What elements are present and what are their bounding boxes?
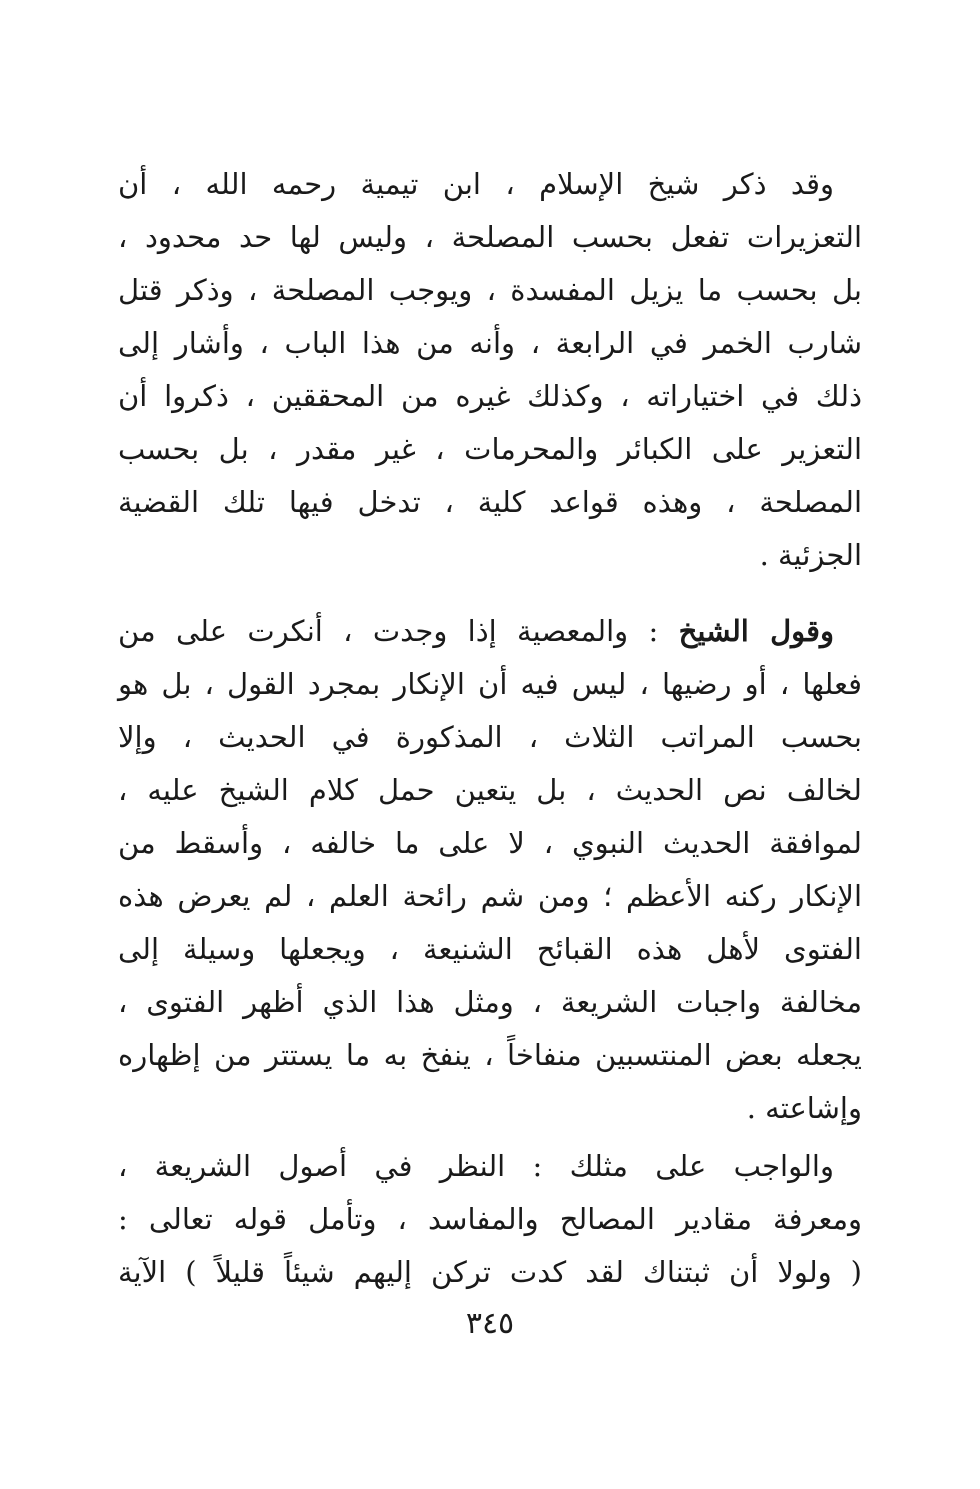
paragraph-line: الجزئية .: [759, 538, 862, 572]
paragraph-line: فعلها ، أو رضيها ، ليس فيه أن الإنكار بمجرد القول ، بل هو: [118, 667, 862, 701]
paragraph-line: ومعرفة مقادير المصالح والمفاسد ، وتأمل قوله تعالى :: [118, 1202, 862, 1236]
paragraph-line: التعزيرات تفعل بحسب المصلحة ، وليس لها حد محدود ،: [118, 220, 862, 254]
paragraph-line: الإنكار ركنه الأعظم ؛ ومن شم رائحة العلم ، لم يعرض هذه: [118, 879, 862, 913]
paragraph-line: لموافقة الحديث النبوي ، لا على ما خالفه ، وأسقط من: [118, 826, 862, 860]
paragraph-line: والواجب على مثلك : النظر في أصول الشريعة ،: [118, 1149, 834, 1183]
paragraph-line: المصلحة ، وهذه قواعد كلية ، تدخل فيها تلك القضية: [118, 485, 862, 519]
paragraph-lead-phrase: وقول الشيخ: [678, 614, 835, 648]
paragraph-line: ( ولولا أن ثبتناك لقد كدت تركن إليهم شيئاً قليلاً ) الآية: [118, 1255, 862, 1289]
paragraph-first-line-text: : والمعصية إذا وجدت ، أنكرت على من: [118, 614, 679, 648]
paragraph-line: بحسب المراتب الثلاث ، المذكورة في الحديث ، وإلا: [118, 720, 862, 754]
paragraph-line: شارب الخمر في الرابعة ، وأنه من هذا الباب ، وأشار إلى: [118, 326, 862, 360]
paragraph-1: [118, 158, 862, 582]
paragraph-line: ذلك في اختياراته ، وكذلك غيره من المحققين ، ذكروا أن: [118, 379, 862, 413]
paragraph-first-line: [118, 605, 862, 658]
paragraph-line: لخالف نص الحديث ، بل يتعين حمل كلام الشيخ عليه ،: [118, 773, 862, 807]
paragraph-2: [118, 605, 862, 1135]
paragraph-line: مخالفة واجبات الشريعة ، ومثل هذا الذي أظهر الفتوى ،: [118, 985, 862, 1019]
paragraph-line: وقد ذكر شيخ الإسلام ، ابن تيمية رحمه الله ، أن: [118, 167, 834, 201]
paragraph-line: يجعله بعض المنتسبين منفاخاً ، ينفخ به ما يستتر من إظهاره: [118, 1038, 862, 1072]
paragraph-3: [118, 1140, 862, 1299]
paragraph-line: بل بحسب ما يزيل المفسدة ، ويوجب المصلحة ، وذكر قتل: [118, 273, 862, 307]
page-number: ٣٤٥: [465, 1306, 515, 1341]
paragraph-line: التعزير على الكبائر والمحرمات ، غير مقدر ، بل بحسب: [118, 432, 862, 466]
paragraph-line: وإشاعته .: [746, 1091, 862, 1125]
paragraph-line: الفتوى لأهل هذه القبائح الشنيعة ، ويجعلها وسيلة إلى: [118, 932, 862, 966]
